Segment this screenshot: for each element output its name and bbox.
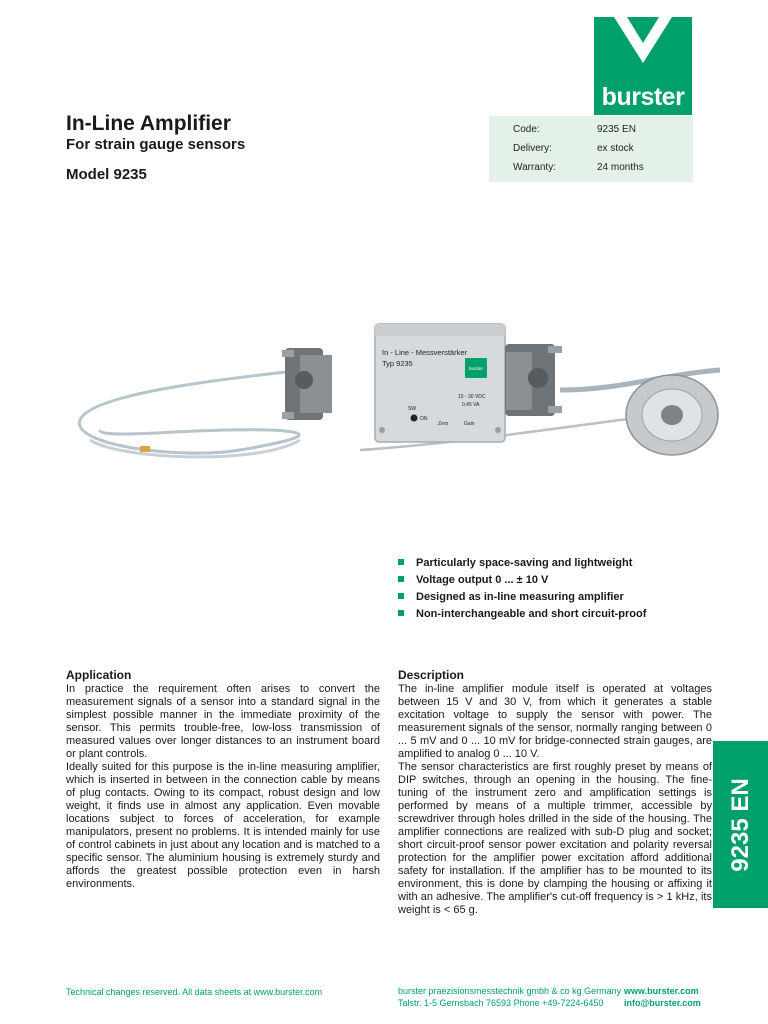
list-item: Non-interchangeable and short circuit-proof: [398, 607, 646, 624]
footer-website-link[interactable]: www.burster.com: [624, 986, 699, 996]
description-body: The in-line amplifier module itself is operated at voltages between 15 V and 30 V, from which it generates a stable excitation voltage to supply the sensor with power. The measurement signals of the sensor, normally ranging between 0 ... 5 mV and 0 ... 10 mV for bridge-connected strain gauges, are amplified to analog 0 ... 10 V. The sensor characteristics are first roughly preset by means of DIP switches, through an opening in the housing. The fine-tuning of the instrument zero and amplification settings is performed by means of a multiple trimmer, accessible by screwdriver through holes drilled in the side of the housing. The amplifier connections are realized with sub-D plug and socket; short circuit-proof sensor power excitation and polarity reversal protection for the amplifier power excitation afford additional safety for installation. If the amplifier has to be mounted to its environment, this is done by clamping the housing or affixing it with an adhesive. The amplifier's cut-off frequency is > 1 kHz, its weight is < 65 g.: [398, 683, 712, 916]
description-section: [398, 668, 712, 917]
power-label: 0,45 VA: [462, 402, 480, 408]
product-info-box: [489, 116, 693, 182]
logo-text: burster: [601, 83, 685, 111]
product-photo: [60, 300, 720, 490]
bullet-square-icon: [398, 610, 404, 616]
footer-note: Technical changes reserved. All data sheets at www.burster.com: [66, 987, 323, 997]
page-subtitle: For strain gauge sensors: [66, 136, 246, 153]
bullet-square-icon: [398, 559, 404, 565]
info-label: Warranty:: [513, 162, 556, 173]
zero-label: Zero: [438, 421, 449, 427]
list-item: Voltage output 0 ... ± 10 V: [398, 573, 646, 590]
list-item: Particularly space-saving and lightweight: [398, 556, 646, 573]
burster-logo: [594, 17, 692, 115]
description-heading: Description: [398, 668, 465, 682]
feature-list: [398, 556, 646, 624]
model-side-tab: [713, 741, 768, 908]
info-label: Code:: [513, 124, 540, 135]
footer-address: Talstr. 1-5 Gernsbach 76593 Phone +49-7224-6450: [398, 998, 604, 1008]
application-section: [66, 668, 380, 891]
svg-text:ON: ON: [420, 416, 428, 422]
info-value: 24 months: [597, 162, 644, 173]
svg-text:burster: burster: [468, 366, 484, 371]
application-heading: Application: [66, 668, 132, 682]
model-number: Model 9235: [66, 166, 147, 183]
info-label: Delivery:: [513, 143, 552, 154]
page-title: In-Line Amplifier: [66, 112, 231, 135]
cable-left: [79, 370, 305, 453]
dip-switch: [411, 415, 418, 422]
housing-type: Typ 9235: [382, 359, 413, 368]
voltage-label: 15 - 30 VDC: [458, 394, 486, 400]
gain-label: Gain: [464, 421, 475, 427]
footer-email-link[interactable]: info@burster.com: [624, 998, 701, 1008]
housing-label: In - Line - Messverstärker: [382, 348, 468, 357]
footer-company: burster praezisionsmesstechnik gmbh & co kg Germany: [398, 986, 622, 996]
info-value: 9235 EN: [597, 124, 636, 135]
info-value: ex stock: [597, 143, 634, 154]
application-body: In practice the requirement often arises to convert the measurement signals of a sensor into a standard signal in the simplest possible manner in the immediate proximity of the sensor. This permits trouble-free, low-loss transmission of measured values over longer distances to an instrument board or plant controls. Ideally suited for this purpose is the in-line measuring amplifier, which is inserted in between in the connection cable by means of plug contacts. Owing to its compact, robust design and low weight, it finds use in almost any application. Even movable locations subject to forces of acceleration, for example manipulators, present no problems. It is intended mainly for use of control cabinets in just about any location and is matched to a specific sensor. The aluminium housing is extremely sturdy and affords the greatest possible protection even in harsh environments.: [66, 683, 380, 890]
bullet-square-icon: [398, 593, 404, 599]
cable-tag: [140, 446, 150, 452]
sw-label: SW: [408, 406, 417, 412]
bullet-square-icon: [398, 576, 404, 582]
list-item: Designed as in-line measuring amplifier: [398, 590, 646, 607]
side-tab-label: 9235 EN: [726, 777, 754, 872]
